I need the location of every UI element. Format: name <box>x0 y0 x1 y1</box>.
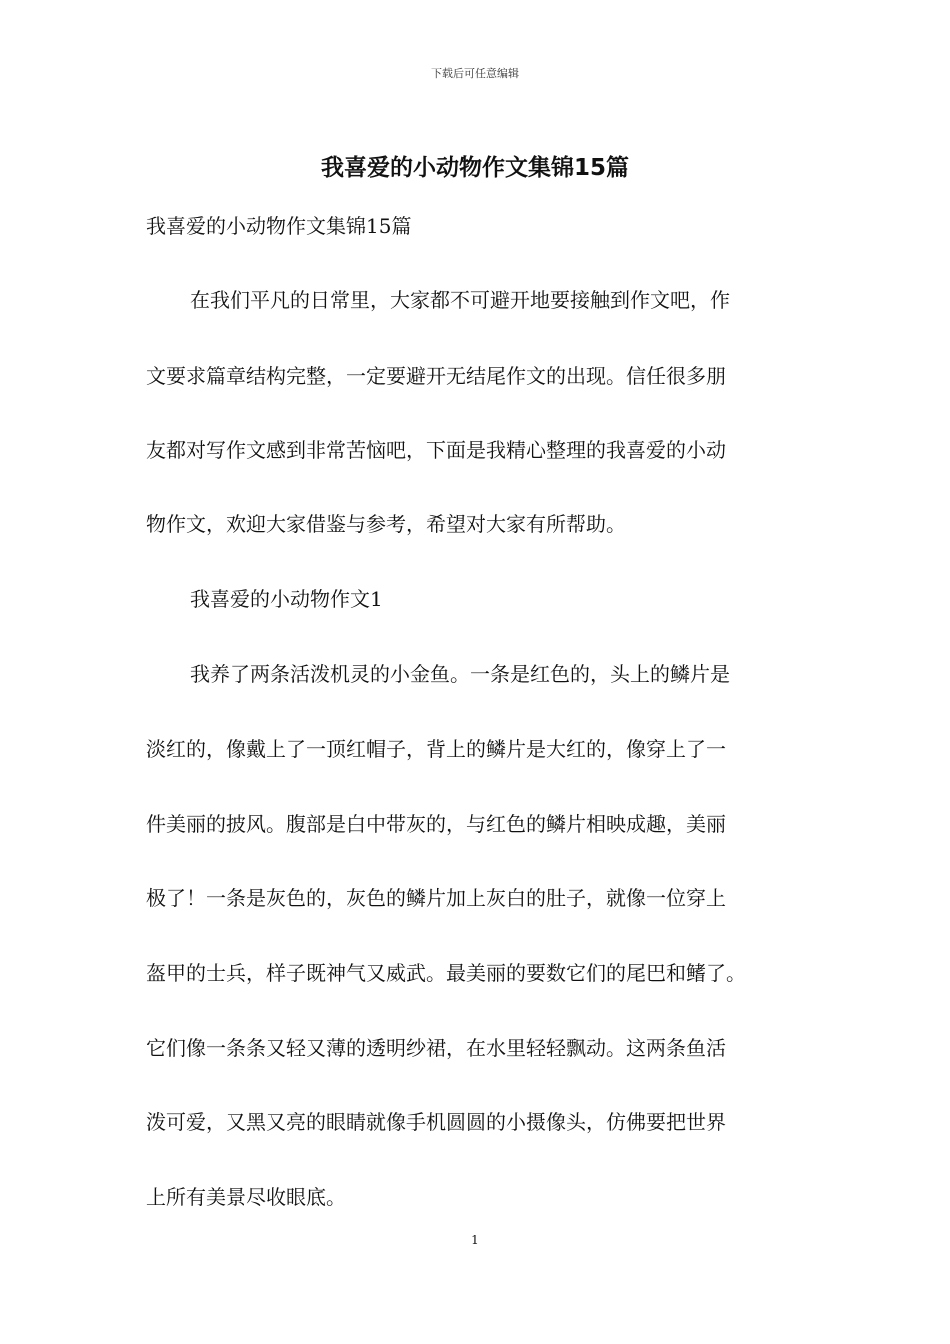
section-heading: 我喜爱的小动物作文1 <box>190 587 383 611</box>
intro-line: 文要求篇章结构完整，一定要避开无结尾作文的出现。信任很多朋 <box>146 364 726 388</box>
body-line: 极了！一条是灰色的，灰色的鳞片加上灰白的肚子，就像一位穿上 <box>146 886 726 910</box>
document-subtitle: 我喜爱的小动物作文集锦15篇 <box>146 214 412 238</box>
body-line: 淡红的，像戴上了一顶红帽子，背上的鳞片是大红的，像穿上了一 <box>146 737 726 761</box>
body-line: 件美丽的披风。腹部是白中带灰的，与红色的鳞片相映成趣，美丽 <box>146 812 726 836</box>
body-line: 我养了两条活泼机灵的小金鱼。一条是红色的，头上的鳞片是 <box>190 662 730 686</box>
document-title: 我喜爱的小动物作文集锦15篇 <box>320 155 629 181</box>
body-line: 它们像一条条又轻又薄的透明纱裙，在水里轻轻飘动。这两条鱼活 <box>146 1036 726 1060</box>
body-line: 盔甲的士兵，样子既神气又威武。最美丽的要数它们的尾巴和鳍了。 <box>146 961 746 985</box>
intro-line: 友都对写作文感到非常苦恼吧，下面是我精心整理的我喜爱的小动 <box>146 438 726 462</box>
intro-line: 物作文，欢迎大家借鉴与参考，希望对大家有所帮助。 <box>146 512 626 536</box>
intro-line: 在我们平凡的日常里，大家都不可避开地要接触到作文吧，作 <box>190 288 730 312</box>
page-header: 下载后可任意编辑 <box>431 67 519 80</box>
page-number: 1 <box>471 1233 479 1247</box>
body-line: 上所有美景尽收眼底。 <box>146 1185 346 1209</box>
body-line: 泼可爱，又黑又亮的眼睛就像手机圆圆的小摄像头，仿佛要把世界 <box>146 1110 726 1134</box>
